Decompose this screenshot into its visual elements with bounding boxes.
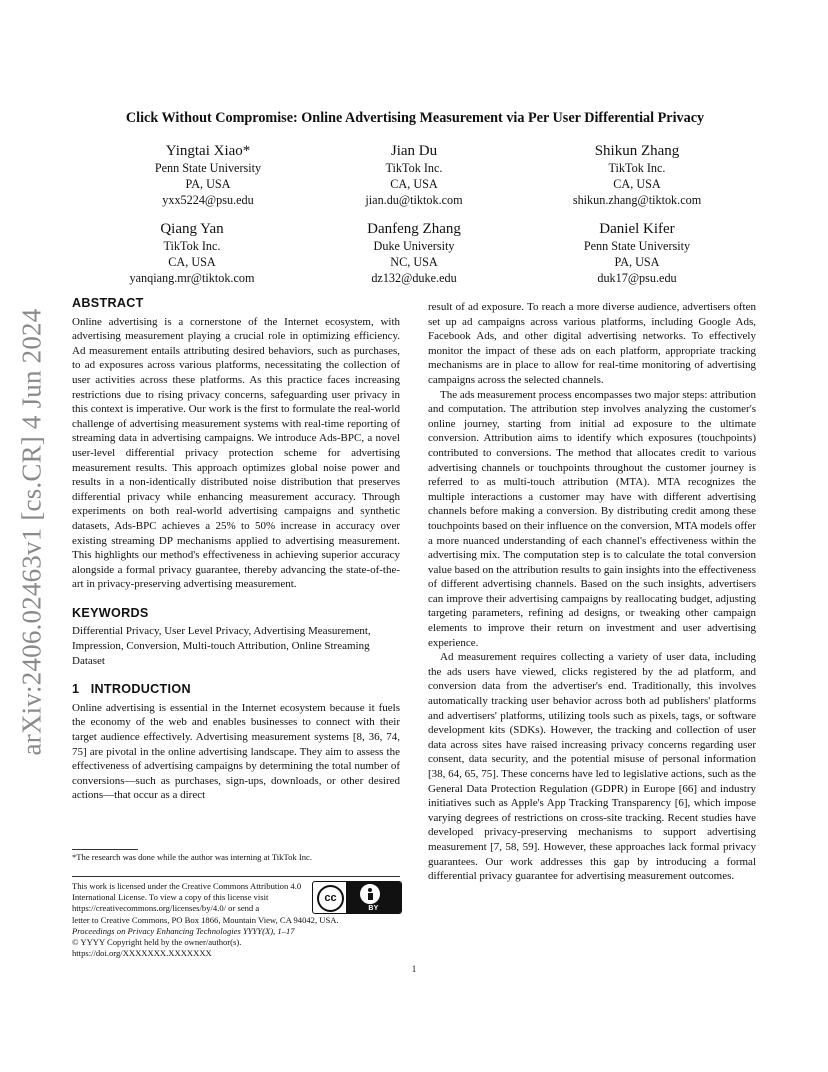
author-location: CA, USA [390, 177, 438, 191]
author-block [294, 220, 534, 286]
author-name: Daniel Kifer [599, 221, 675, 237]
footnote-divider [72, 849, 138, 850]
introduction-paragraph: Online advertising is essential in the Internet ecosystem because it fuels the economy of the web and enables businesses to connect with their target audience effectively. Advertising measurement systems [8, 36, 74, 75] are pivotal in the online advertising landscape. They aim to assess the effectiveness of advertising campaigns by determining the total number of conversions—such as purchases, sign-ups, downloads, or other desired actions—that occur as a direct [72, 701, 400, 802]
author-affiliation: TikTok Inc. [163, 239, 221, 253]
author-affiliation: Duke University [373, 239, 455, 253]
footnote: *The research was done while the author was interning at TikTok Inc. [72, 852, 312, 862]
author-email[interactable]: yanqiang.mr@tiktok.com [129, 271, 255, 285]
introduction-paragraph: The ads measurement process encompasses two major steps: attribution and computation. The attribution step involves analyzing the customer's online journey, starting from initial ad exposure to the ultimate conversion. Attribution aims to identify which exposures (touchpoints) contributed to conversions. The method that allocates credit to various advertising channels or touchpoints throughout the customer journey is referred to as multi-touch attribution (MTA). MTA recognizes the multiple interactions a customer may have with different advertising channels before making a conversion. By distributing credit among these touchpoints based on their influence on the conversion, MTA models offer a more nuanced understanding of each channel's effectiveness within the advertising mix. The computation step is to calculate the total conversion value based on the attribution results to gain insights into the effectiveness of different advertising channels. Based on the such insights, advertisers can improve their advertising campaigns by reallocating budget, adjusting targeting parameters, refining ad designs, or tweaking other campaign elements to improve their return on investment and user advertising experience. [428, 388, 756, 649]
author-name: Shikun Zhang [594, 143, 680, 159]
author-email[interactable]: jian.du@tiktok.com [365, 193, 463, 207]
author-block [517, 220, 757, 286]
author-block [88, 142, 328, 208]
cc-icon: cc [317, 885, 344, 912]
attribution-person-icon [360, 884, 380, 904]
paper-title: Click Without Compromise: Online Advertising Measurement via Per User Differential Privacy [125, 110, 705, 126]
author-block [294, 142, 534, 208]
author-email[interactable]: dz132@duke.edu [371, 271, 457, 285]
page-number: 1 [411, 964, 417, 974]
author-affiliation: Penn State University [154, 161, 262, 175]
author-affiliation: TikTok Inc. [608, 161, 666, 175]
doi-link[interactable]: https://doi.org/XXXXXXX.XXXXXXX [72, 948, 212, 959]
keywords-heading: KEYWORDS [72, 605, 149, 620]
copyright-line: © YYYY Copyright held by the owner/author(s). [72, 937, 242, 948]
author-block [517, 142, 757, 208]
author-affiliation: Penn State University [583, 239, 691, 253]
author-block [72, 220, 312, 286]
right-column [428, 300, 756, 884]
author-name: Yingtai Xiao* [165, 143, 251, 159]
author-email[interactable]: shikun.zhang@tiktok.com [572, 193, 702, 207]
introduction-heading: 1 INTRODUCTION [72, 682, 191, 697]
author-location: NC, USA [390, 255, 438, 269]
license-address: letter to Creative Commons, PO Box 1866, Mountain View, CA 94042, USA. [72, 914, 339, 925]
abstract-text: Online advertising is a cornerstone of the Internet ecosystem, with advertising measurement playing a crucial role in optimizing efficiency. Ad measurement entails attributing desired behaviors, such as purchases, to ad exposures across various platforms, necessitating the collection of user activities across these platforms. As this practice faces increasing restrictions due to rising privacy concerns, safeguarding user privacy in this context is imperative. Our work is the first to formulate the real-world challenge of advertising measurement systems with real-time reporting of streaming data in advertising campaigns. We introduce Ads-BPC, a novel user-level differential privacy protection scheme for advertising measurement results. This approach optimizes global noise power and results in a non-identically distributed noise distribution that preserves differential privacy while enhancing measurement accuracy. Through experiments on both real-world advertising campaigns and synthetic datasets, Ads-BPC achieves a 25% to 50% increase in accuracy over existing streaming DP mechanisms applied to advertising measurement. This highlights our method's effectiveness in achieving superior accuracy alongside a formal privacy guarantee, thereby advancing the state-of-the-art in privacy-preserving advertising measurement. [72, 315, 400, 591]
by-panel [346, 882, 401, 913]
author-name: Jian Du [390, 143, 438, 159]
author-location: CA, USA [613, 177, 661, 191]
author-location: PA, USA [614, 255, 660, 269]
author-affiliation: TikTok Inc. [385, 161, 443, 175]
proceedings-line: Proceedings on Privacy Enhancing Technologies YYYY(X), 1–17 [72, 925, 295, 936]
introduction-paragraph: Ad measurement requires collecting a variety of user data, including the ads users have viewed, clicks registered by the ad platform, and conversion data from the advertiser's end. Traditionally, this involves automatically tracking user behavior across both ad publishers' platforms and advertisers' platforms, utilizing tools such as pixels, tags, or software development kits (SDKs). However, the tracking and collection of user data across sites have raised increasing privacy concerns regarding user consent, data security, and the potential misuse of personal information [38, 64, 65, 75]. These concerns have led to legislative actions, such as the General Data Protection Regulation (GDPR) in Europe [66] and industry initiatives such as Apple's App Tracking Transparency [6], which impose varying degrees of restrictions on cross-site tracking. Recent studies have developed privacy-preserving mechanisms to support advertising measurement [7, 58, 59]. However, these approaches lack formal privacy guarantees. Our work addresses this gap by introducing a formal differential privacy guarantee for advertising measurement outcomes. [428, 651, 756, 883]
author-name: Qiang Yan [160, 221, 224, 237]
author-location: PA, USA [185, 177, 231, 191]
keywords-text: Differential Privacy, User Level Privacy, Advertising Measurement, Impression, Conversion, Multi-touch Attribution, Online Streaming Dataset [72, 625, 371, 667]
license-divider [72, 876, 400, 877]
author-name: Danfeng Zhang [367, 221, 461, 237]
license-text: This work is licensed under the Creative Commons Attribution 4.0 International License. To view a copy of this license visit https://creativecommons.org/licenses/by/4.0/ or send a [72, 881, 302, 914]
introduction-paragraph-continued: result of ad exposure. To reach a more diverse audience, advertisers often set up ad campaigns across various platforms, including Google Ads, Facebook Ads, and other digital advertising networks. To effectively monitor the impact of these ads on each platform, appropriate tracking mechanisms are in place to allow for real-time monitoring of advertising campaigns across the selected channels. [428, 301, 756, 386]
arxiv-identifier: arXiv:2406.02463v1 [cs.CR] 4 Jun 2024 [16, 308, 47, 756]
author-location: CA, USA [168, 255, 216, 269]
cc-by-license-badge[interactable] [312, 881, 402, 914]
author-email[interactable]: duk17@psu.edu [597, 271, 677, 285]
by-label: BY [368, 905, 379, 912]
arxiv-identifier-sidebar [10, 292, 54, 772]
abstract-heading: ABSTRACT [72, 296, 144, 310]
author-email[interactable]: yxx5224@psu.edu [162, 193, 254, 207]
left-column [72, 296, 400, 803]
